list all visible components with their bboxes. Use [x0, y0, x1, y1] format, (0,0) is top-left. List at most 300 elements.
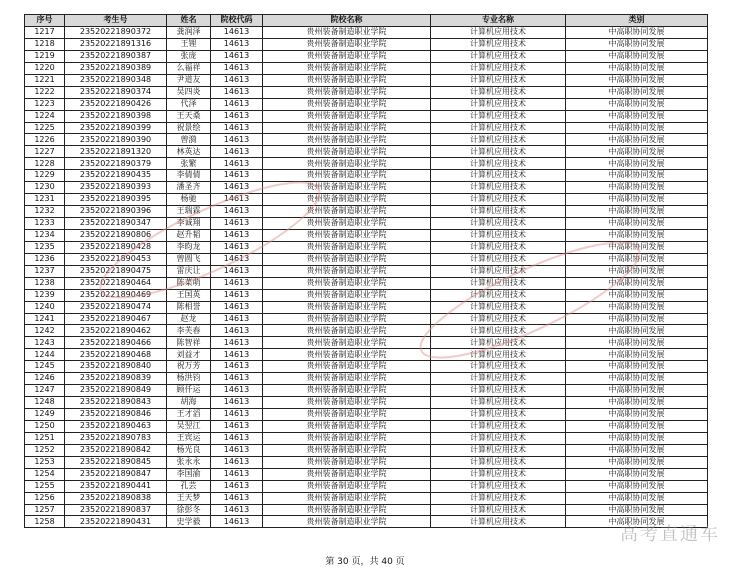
cell-seq: 1251 [25, 432, 65, 444]
cell-category: 中高职协同发展 [566, 134, 708, 146]
cell-exam-id: 23520221890843 [65, 397, 167, 409]
table-row [25, 241, 708, 253]
table-row [25, 27, 708, 39]
cell-school-code: 14613 [211, 146, 263, 158]
cell-school-name: 贵州装备制造职业学院 [263, 444, 431, 456]
table-row [25, 385, 708, 397]
cell-name: 李昀龙 [167, 241, 211, 253]
table-row [25, 146, 708, 158]
cell-name: 曾漪 [167, 134, 211, 146]
cell-school-name: 贵州装备制造职业学院 [263, 38, 431, 50]
cell-major: 计算机应用技术 [431, 194, 566, 206]
table-row [25, 122, 708, 134]
cell-school-code: 14613 [211, 241, 263, 253]
table-row [25, 265, 708, 277]
cell-major: 计算机应用技术 [431, 420, 566, 432]
cell-name: 李诚翔 [167, 218, 211, 230]
cell-seq: 1230 [25, 182, 65, 194]
table-row [25, 468, 708, 480]
cell-seq: 1256 [25, 492, 65, 504]
cell-name: 孔芸 [167, 480, 211, 492]
cell-name: 吴翌江 [167, 420, 211, 432]
cell-name: 龚润泽 [167, 27, 211, 39]
cell-category: 中高职协同发展 [566, 516, 708, 528]
cell-name: 张永永 [167, 456, 211, 468]
cell-school-name: 贵州装备制造职业学院 [263, 289, 431, 301]
cell-category: 中高职协同发展 [566, 325, 708, 337]
cell-school-name: 贵州装备制造职业学院 [263, 468, 431, 480]
cell-major: 计算机应用技术 [431, 468, 566, 480]
cell-school-name: 贵州装备制造职业学院 [263, 337, 431, 349]
cell-exam-id: 23520221890462 [65, 325, 167, 337]
table-row [25, 218, 708, 230]
cell-category: 中高职协同发展 [566, 277, 708, 289]
cell-school-name: 贵州装备制造职业学院 [263, 74, 431, 86]
cell-exam-id: 23520221890372 [65, 27, 167, 39]
cell-school-code: 14613 [211, 229, 263, 241]
cell-category: 中高职协同发展 [566, 456, 708, 468]
cell-school-name: 贵州装备制造职业学院 [263, 301, 431, 313]
cell-exam-id: 23520221890849 [65, 385, 167, 397]
cell-major: 计算机应用技术 [431, 313, 566, 325]
header-row [25, 15, 708, 27]
cell-seq: 1228 [25, 158, 65, 170]
cell-school-code: 14613 [211, 444, 263, 456]
cell-major: 计算机应用技术 [431, 385, 566, 397]
cell-major: 计算机应用技术 [431, 86, 566, 98]
cell-school-name: 贵州装备制造职业学院 [263, 456, 431, 468]
cell-major: 计算机应用技术 [431, 397, 566, 409]
cell-seq: 1226 [25, 134, 65, 146]
cell-school-code: 14613 [211, 409, 263, 421]
cell-exam-id: 23520221890348 [65, 74, 167, 86]
table-row [25, 253, 708, 265]
cell-major: 计算机应用技术 [431, 182, 566, 194]
table-row [25, 456, 708, 468]
cell-major: 计算机应用技术 [431, 110, 566, 122]
cell-major: 计算机应用技术 [431, 170, 566, 182]
table-row [25, 492, 708, 504]
cell-major: 计算机应用技术 [431, 289, 566, 301]
cell-seq: 1252 [25, 444, 65, 456]
cell-seq: 1225 [25, 122, 65, 134]
table-row [25, 86, 708, 98]
table-row [25, 38, 708, 50]
cell-school-name: 贵州装备制造职业学院 [263, 361, 431, 373]
cell-exam-id: 23520221890379 [65, 158, 167, 170]
cell-school-code: 14613 [211, 74, 263, 86]
cell-school-name: 贵州装备制造职业学院 [263, 432, 431, 444]
cell-seq: 1235 [25, 241, 65, 253]
cell-school-name: 贵州装备制造职业学院 [263, 277, 431, 289]
table-row [25, 313, 708, 325]
cell-school-code: 14613 [211, 313, 263, 325]
header-exam-id: 考生号 [65, 15, 167, 27]
cell-major: 计算机应用技术 [431, 27, 566, 39]
cell-exam-id: 23520221890842 [65, 444, 167, 456]
cell-school-name: 贵州装备制造职业学院 [263, 385, 431, 397]
cell-school-code: 14613 [211, 134, 263, 146]
table-row [25, 62, 708, 74]
cell-name: 尹道友 [167, 74, 211, 86]
cell-seq: 1220 [25, 62, 65, 74]
cell-school-code: 14613 [211, 373, 263, 385]
cell-exam-id: 23520221890347 [65, 218, 167, 230]
cell-major: 计算机应用技术 [431, 265, 566, 277]
admission-list-table [24, 14, 707, 528]
cell-school-name: 贵州装备制造职业学院 [263, 170, 431, 182]
table-row [25, 158, 708, 170]
cell-major: 计算机应用技术 [431, 229, 566, 241]
table-row [25, 182, 708, 194]
table-body [25, 27, 708, 528]
cell-category: 中高职协同发展 [566, 492, 708, 504]
cell-name: 陈菜萌 [167, 277, 211, 289]
cell-category: 中高职协同发展 [566, 98, 708, 110]
cell-school-name: 贵州装备制造职业学院 [263, 110, 431, 122]
cell-name: 杨驰 [167, 194, 211, 206]
table-row [25, 229, 708, 241]
table-row [25, 110, 708, 122]
cell-exam-id: 23520221890428 [65, 241, 167, 253]
cell-exam-id: 23520221891316 [65, 38, 167, 50]
cell-category: 中高职协同发展 [566, 468, 708, 480]
cell-name: 顾仟运 [167, 385, 211, 397]
cell-school-name: 贵州装备制造职业学院 [263, 325, 431, 337]
cell-school-code: 14613 [211, 194, 263, 206]
cell-name: 曾圆飞 [167, 253, 211, 265]
cell-major: 计算机应用技术 [431, 456, 566, 468]
cell-category: 中高职协同发展 [566, 253, 708, 265]
cell-exam-id: 23520221890435 [65, 170, 167, 182]
cell-school-code: 14613 [211, 492, 263, 504]
table-row [25, 444, 708, 456]
cell-category: 中高职协同发展 [566, 289, 708, 301]
cell-category: 中高职协同发展 [566, 206, 708, 218]
cell-seq: 1217 [25, 27, 65, 39]
cell-major: 计算机应用技术 [431, 516, 566, 528]
cell-exam-id: 23520221890396 [65, 206, 167, 218]
cell-exam-id: 23520221890464 [65, 277, 167, 289]
cell-category: 中高职协同发展 [566, 218, 708, 230]
cell-major: 计算机应用技术 [431, 432, 566, 444]
cell-school-code: 14613 [211, 62, 263, 74]
cell-name: 么福祥 [167, 62, 211, 74]
cell-school-name: 贵州装备制造职业学院 [263, 516, 431, 528]
cell-category: 中高职协同发展 [566, 420, 708, 432]
data-table [24, 14, 708, 528]
header-seq: 序号 [25, 15, 65, 27]
cell-school-code: 14613 [211, 277, 263, 289]
table-row [25, 361, 708, 373]
cell-school-name: 贵州装备制造职业学院 [263, 397, 431, 409]
cell-seq: 1258 [25, 516, 65, 528]
cell-school-name: 贵州装备制造职业学院 [263, 373, 431, 385]
cell-category: 中高职协同发展 [566, 241, 708, 253]
cell-seq: 1243 [25, 337, 65, 349]
cell-name: 林英达 [167, 146, 211, 158]
cell-category: 中高职协同发展 [566, 74, 708, 86]
cell-exam-id: 23520221890467 [65, 313, 167, 325]
cell-exam-id: 23520221890839 [65, 373, 167, 385]
cell-seq: 1224 [25, 110, 65, 122]
cell-school-code: 14613 [211, 253, 263, 265]
cell-school-name: 贵州装备制造职业学院 [263, 134, 431, 146]
cell-school-name: 贵州装备制造职业学院 [263, 194, 431, 206]
cell-major: 计算机应用技术 [431, 158, 566, 170]
cell-exam-id: 23520221890783 [65, 432, 167, 444]
cell-exam-id: 23520221890387 [65, 50, 167, 62]
cell-school-name: 贵州装备制造职业学院 [263, 62, 431, 74]
cell-school-name: 贵州装备制造职业学院 [263, 420, 431, 432]
table-row [25, 98, 708, 110]
cell-seq: 1255 [25, 480, 65, 492]
cell-seq: 1238 [25, 277, 65, 289]
cell-school-code: 14613 [211, 38, 263, 50]
header-category: 类别 [566, 15, 708, 27]
table-row [25, 325, 708, 337]
cell-name: 潘圣齐 [167, 182, 211, 194]
cell-school-code: 14613 [211, 385, 263, 397]
cell-major: 计算机应用技术 [431, 218, 566, 230]
cell-major: 计算机应用技术 [431, 337, 566, 349]
cell-school-name: 贵州装备制造职业学院 [263, 98, 431, 110]
cell-name: 王锂 [167, 38, 211, 50]
cell-exam-id: 23520221890469 [65, 289, 167, 301]
cell-category: 中高职协同发展 [566, 409, 708, 421]
cell-school-name: 贵州装备制造职业学院 [263, 218, 431, 230]
cell-school-code: 14613 [211, 182, 263, 194]
cell-school-name: 贵州装备制造职业学院 [263, 265, 431, 277]
cell-exam-id: 23520221890838 [65, 492, 167, 504]
cell-name: 王国英 [167, 289, 211, 301]
cell-major: 计算机应用技术 [431, 253, 566, 265]
cell-school-name: 贵州装备制造职业学院 [263, 50, 431, 62]
cell-name: 史学毅 [167, 516, 211, 528]
cell-name: 祝景绘 [167, 122, 211, 134]
cell-exam-id: 23520221891320 [65, 146, 167, 158]
cell-seq: 1239 [25, 289, 65, 301]
cell-name: 杨洪钧 [167, 373, 211, 385]
cell-seq: 1244 [25, 349, 65, 361]
cell-school-name: 贵州装备制造职业学院 [263, 504, 431, 516]
cell-school-code: 14613 [211, 122, 263, 134]
table-row [25, 432, 708, 444]
cell-major: 计算机应用技术 [431, 361, 566, 373]
cell-school-code: 14613 [211, 420, 263, 432]
cell-major: 计算机应用技术 [431, 349, 566, 361]
cell-major: 计算机应用技术 [431, 62, 566, 74]
header-major: 专业名称 [431, 15, 566, 27]
cell-name: 陈相誉 [167, 301, 211, 313]
table-row [25, 74, 708, 86]
cell-category: 中高职协同发展 [566, 229, 708, 241]
cell-major: 计算机应用技术 [431, 241, 566, 253]
cell-school-code: 14613 [211, 456, 263, 468]
cell-seq: 1236 [25, 253, 65, 265]
page-footer: 第 30 页，共 40 页 [325, 557, 405, 567]
cell-exam-id: 23520221890374 [65, 86, 167, 98]
cell-seq: 1241 [25, 313, 65, 325]
cell-category: 中高职协同发展 [566, 432, 708, 444]
cell-name: 李倩倩 [167, 170, 211, 182]
cell-seq: 1229 [25, 170, 65, 182]
table-row [25, 373, 708, 385]
cell-major: 计算机应用技术 [431, 373, 566, 385]
cell-exam-id: 23520221890431 [65, 516, 167, 528]
cell-name: 李国渝 [167, 468, 211, 480]
cell-seq: 1219 [25, 50, 65, 62]
cell-school-name: 贵州装备制造职业学院 [263, 480, 431, 492]
cell-school-code: 14613 [211, 110, 263, 122]
cell-category: 中高职协同发展 [566, 110, 708, 122]
cell-major: 计算机应用技术 [431, 325, 566, 337]
cell-school-name: 贵州装备制造职业学院 [263, 122, 431, 134]
cell-seq: 1253 [25, 456, 65, 468]
cell-category: 中高职协同发展 [566, 50, 708, 62]
table-row [25, 504, 708, 516]
cell-name: 刘益才 [167, 349, 211, 361]
cell-seq: 1223 [25, 98, 65, 110]
cell-school-name: 贵州装备制造职业学院 [263, 158, 431, 170]
table-row [25, 194, 708, 206]
cell-exam-id: 23520221890847 [65, 468, 167, 480]
cell-exam-id: 23520221890398 [65, 110, 167, 122]
cell-exam-id: 23520221890390 [65, 134, 167, 146]
cell-category: 中高职协同发展 [566, 265, 708, 277]
cell-category: 中高职协同发展 [566, 146, 708, 158]
cell-seq: 1237 [25, 265, 65, 277]
cell-school-code: 14613 [211, 265, 263, 277]
cell-school-name: 贵州装备制造职业学院 [263, 182, 431, 194]
cell-exam-id: 23520221890393 [65, 182, 167, 194]
cell-name: 王才滔 [167, 409, 211, 421]
cell-seq: 1240 [25, 301, 65, 313]
cell-school-name: 贵州装备制造职业学院 [263, 241, 431, 253]
cell-major: 计算机应用技术 [431, 38, 566, 50]
header-school-code: 院校代码 [211, 15, 263, 27]
cell-seq: 1234 [25, 229, 65, 241]
cell-exam-id: 23520221890426 [65, 98, 167, 110]
cell-major: 计算机应用技术 [431, 146, 566, 158]
cell-category: 中高职协同发展 [566, 504, 708, 516]
cell-school-name: 贵州装备制造职业学院 [263, 253, 431, 265]
cell-name: 王瑞霖 [167, 206, 211, 218]
cell-seq: 1233 [25, 218, 65, 230]
cell-school-name: 贵州装备制造职业学院 [263, 27, 431, 39]
cell-major: 计算机应用技术 [431, 98, 566, 110]
cell-name: 吴四炎 [167, 86, 211, 98]
cell-school-name: 贵州装备制造职业学院 [263, 229, 431, 241]
cell-name: 陈智祥 [167, 337, 211, 349]
cell-exam-id: 23520221890475 [65, 265, 167, 277]
cell-school-code: 14613 [211, 516, 263, 528]
cell-school-code: 14613 [211, 206, 263, 218]
cell-name: 雷庆让 [167, 265, 211, 277]
table-row [25, 301, 708, 313]
cell-exam-id: 23520221890806 [65, 229, 167, 241]
cell-exam-id: 23520221890468 [65, 349, 167, 361]
cell-category: 中高职协同发展 [566, 158, 708, 170]
cell-major: 计算机应用技术 [431, 409, 566, 421]
cell-major: 计算机应用技术 [431, 444, 566, 456]
table-row [25, 50, 708, 62]
cell-category: 中高职协同发展 [566, 337, 708, 349]
cell-seq: 1231 [25, 194, 65, 206]
cell-school-code: 14613 [211, 337, 263, 349]
header-school-name: 院校名称 [263, 15, 431, 27]
cell-seq: 1222 [25, 86, 65, 98]
cell-category: 中高职协同发展 [566, 122, 708, 134]
cell-major: 计算机应用技术 [431, 480, 566, 492]
cell-major: 计算机应用技术 [431, 74, 566, 86]
cell-exam-id: 23520221890466 [65, 337, 167, 349]
cell-seq: 1247 [25, 385, 65, 397]
cell-school-code: 14613 [211, 218, 263, 230]
cell-school-code: 14613 [211, 301, 263, 313]
cell-name: 王天梦 [167, 492, 211, 504]
cell-category: 中高职协同发展 [566, 444, 708, 456]
table-row [25, 134, 708, 146]
cell-school-code: 14613 [211, 480, 263, 492]
cell-school-code: 14613 [211, 50, 263, 62]
cell-exam-id: 23520221890453 [65, 253, 167, 265]
cell-major: 计算机应用技术 [431, 206, 566, 218]
cell-seq: 1242 [25, 325, 65, 337]
cell-exam-id: 23520221890389 [65, 62, 167, 74]
cell-major: 计算机应用技术 [431, 277, 566, 289]
cell-school-code: 14613 [211, 325, 263, 337]
cell-school-code: 14613 [211, 504, 263, 516]
cell-category: 中高职协同发展 [566, 62, 708, 74]
cell-category: 中高职协同发展 [566, 301, 708, 313]
cell-name: 祝万芳 [167, 361, 211, 373]
cell-name: 李芙春 [167, 325, 211, 337]
table-row [25, 206, 708, 218]
cell-exam-id: 23520221890846 [65, 409, 167, 421]
cell-seq: 1254 [25, 468, 65, 480]
cell-school-name: 贵州装备制造职业学院 [263, 313, 431, 325]
cell-school-name: 贵州装备制造职业学院 [263, 349, 431, 361]
cell-exam-id: 23520221890463 [65, 420, 167, 432]
table-row [25, 420, 708, 432]
cell-major: 计算机应用技术 [431, 122, 566, 134]
cell-category: 中高职协同发展 [566, 38, 708, 50]
cell-seq: 1232 [25, 206, 65, 218]
cell-category: 中高职协同发展 [566, 86, 708, 98]
cell-category: 中高职协同发展 [566, 27, 708, 39]
cell-name: 赵龙 [167, 313, 211, 325]
cell-seq: 1221 [25, 74, 65, 86]
cell-exam-id: 23520221890837 [65, 504, 167, 516]
cell-major: 计算机应用技术 [431, 134, 566, 146]
cell-category: 中高职协同发展 [566, 373, 708, 385]
cell-school-code: 14613 [211, 432, 263, 444]
cell-exam-id: 23520221890474 [65, 301, 167, 313]
cell-school-name: 贵州装备制造职业学院 [263, 146, 431, 158]
cell-seq: 1257 [25, 504, 65, 516]
cell-school-code: 14613 [211, 27, 263, 39]
cell-major: 计算机应用技术 [431, 301, 566, 313]
cell-seq: 1246 [25, 373, 65, 385]
cell-seq: 1250 [25, 420, 65, 432]
cell-major: 计算机应用技术 [431, 50, 566, 62]
cell-exam-id: 23520221890441 [65, 480, 167, 492]
cell-school-code: 14613 [211, 289, 263, 301]
cell-seq: 1245 [25, 361, 65, 373]
cell-exam-id: 23520221890845 [65, 456, 167, 468]
cell-school-code: 14613 [211, 468, 263, 480]
